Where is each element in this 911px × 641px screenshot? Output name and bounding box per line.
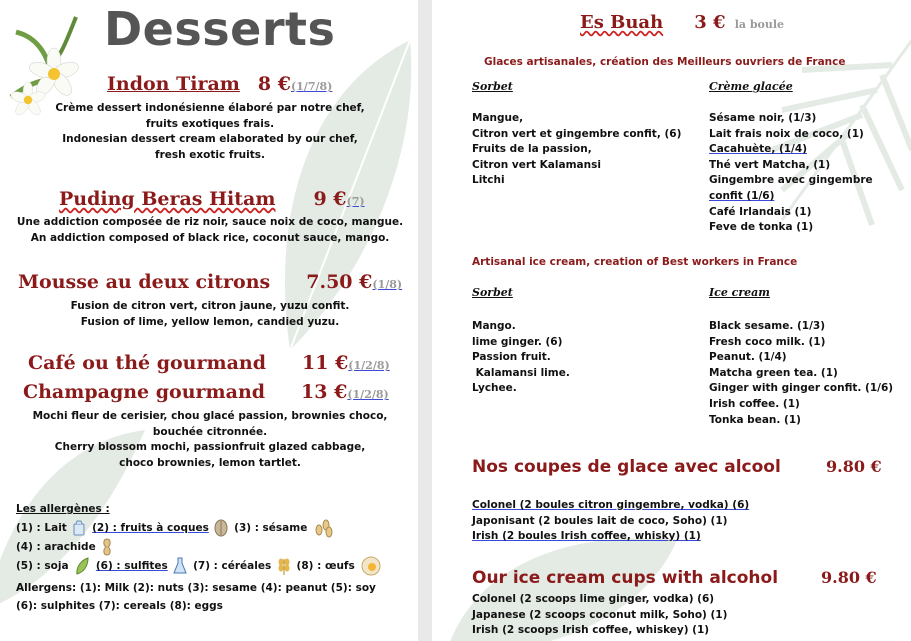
nut-icon [214,519,228,537]
dish-description: Crème dessert indonésienne élaboré par notre chef, fruits exotiques frais. Indonesian dessert cream elaborated by our chef, fresh exotic fruits. [55,102,365,161]
coupes-title-en: Our ice cream cups with alcohol [472,568,779,588]
glaces-title-fr: Glaces artisanales, création des Meilleurs ouvriers de France [484,56,846,68]
sulfites-flask-icon [173,557,187,575]
soy-icon [74,556,90,576]
sesame-icon [313,518,335,538]
right-menu-page [432,0,911,641]
egg-icon [360,556,382,576]
page-title: Desserts [104,2,336,56]
dish-description: Une addiction composée de riz noir, sauce noix de coco, mangue. An addiction composed of black rice, coconut sauce, mango. [16,216,404,244]
ice-list-en: Black sesame. (1/3) Fresh coco milk. (1) Peanut. (1/4) Matcha green tea. (1) Ginger with ginger confit. (1/6) Irish coffee. (1) Tonka bean. (1) [709,320,894,426]
dish-description: Fusion de citron vert, citron jaune, yuzu confit. Fusion of lime, yellow lemon, candied yuzu. [70,300,350,328]
dish-title: Mousse au deux citrons 7.50 €(1/8) [18,271,403,293]
sorbet-label-en: Sorbet [472,286,513,299]
sorbet-list-en: Mango. lime ginger. (6) Passion fruit. Kalamansi lime. Lychee. [472,320,570,395]
allergens-legend: Les allergènes : (1) : Lait (2) : fruits à coques (3) : sésame (4) : arachide (5) : soja (6) : sulfites (7) : céréales (8) : œufs Allergens: (1): Milk (2): nuts (3): sesame (4): peanut (5): soy (6): sulphites (7): cereals (8): eggs [16,500,416,615]
es-buah-heading: Es Buah 3 € la boule [580,12,785,33]
dish-title: Indon Tiram 8 €(1/7/8) [107,73,333,95]
sorbet-list-fr: Mangue, Citron vert et gingembre confit, (6) Fruits de la passion, Citron vert Kalamansi Litchi [472,112,682,187]
left-menu-page [0,0,418,641]
cereal-icon [277,556,291,576]
milk-icon [72,520,86,536]
sorbet-label-fr: Sorbet [472,80,513,93]
glaces-title-en: Artisanal ice cream, creation of Best workers in France [472,256,798,268]
coupes-list-en: Colonel (2 scoops lime ginger, vodka) (6) Japanese (2 scoops coconut milk, Soho) (1) Irish (2 scoops Irish coffee, whiskey) (1) [472,593,728,637]
peanut-icon [101,538,113,556]
coupes-title-fr: Nos coupes de glace avec alcool [472,457,781,477]
coupes-list-fr: Colonel (2 boules citron gingembre, vodka) (6) Japonisant (2 boules lait de coco, Soho) (1) Irish (2 boules Irish coffee, whisky) (1) [472,499,750,543]
coupes-price-fr: 9.80 € [826,457,882,476]
creme-list-fr: Sésame noir, (1/3) Lait frais noix de coco, (1) Cacahuète, (1/4) Thé vert Matcha, (1) Gingembre avec gingembre confit (1/6) Café Irlandais (1) Feve de tonka (1) [709,112,873,234]
creme-label-fr: Crème glacée [709,80,793,93]
dish-title: Puding Beras Hitam 9 €(7) [59,188,365,210]
dish-description: Mochi fleur de cerisier, chou glacé passion, brownies choco, bouchée citronnée. Cherry blossom mochi, passionfruit glazed cabbage, choco brownies, lemon tartlet. [32,410,388,469]
dish-title: Champagne gourmand 13 €(1/2/8) [23,381,389,403]
coupes-price-en: 9.80 € [821,568,877,587]
dish-title: Café ou thé gourmand 11 €(1/2/8) [28,352,390,374]
ice-label-en: Ice cream [709,286,770,299]
